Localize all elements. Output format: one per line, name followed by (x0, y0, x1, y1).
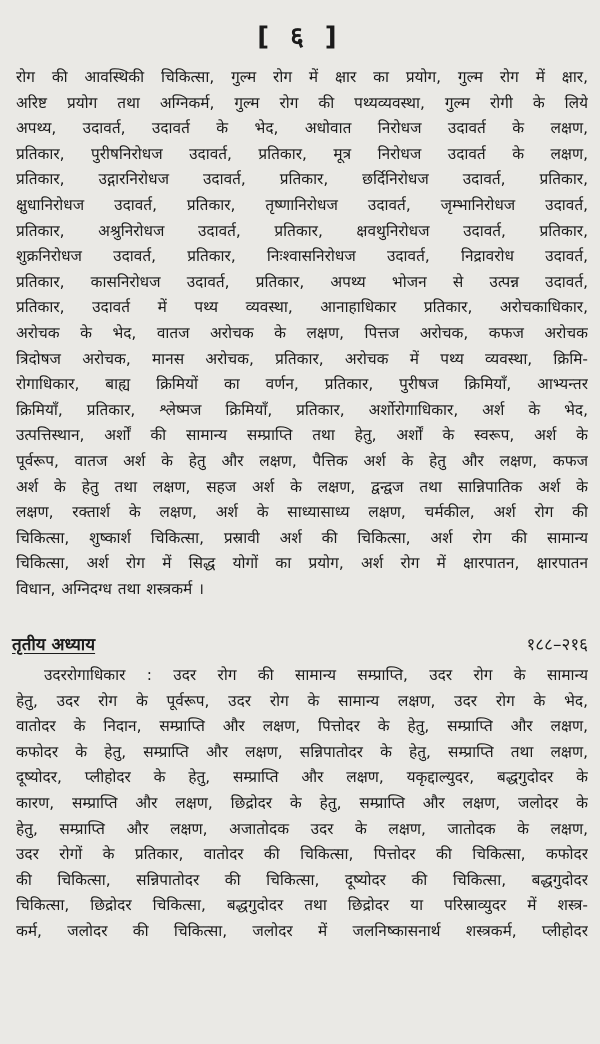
text-line: प्रतिकार, उदावर्त में पथ्य व्यवस्था, आनाहाधिकार प्रतिकार, अरोचकाधिकार, (16, 298, 588, 317)
chapter-title: तृतीय अध्याय (12, 635, 96, 655)
chapter-page-range: १८८–२१६ (526, 635, 588, 655)
text-line: लक्षण, रक्तार्श के लक्षण, अर्श के साध्यासाध्य लक्षण, चर्मकील, अर्श रोग की (16, 503, 588, 522)
text-line: दूष्योदर, प्लीहोदर के हेतु, सम्प्राप्ति और लक्षण, यकृद्दाल्युदर, बद्धगुदोदर के (16, 768, 588, 787)
text-line: चिकित्सा, अर्श रोग में सिद्ध योगों का प्रयोग, अर्श रोग में क्षारपातन, क्षारपातन (16, 554, 588, 573)
text-line: हेतु, सम्प्राप्ति और लक्षण, अजातोदक उदर के लक्षण, जातोदक के लक्षण, (16, 819, 588, 838)
text-line: उदररोगाधिकार : उदर रोग की सामान्य सम्प्राप्ति, उदर रोग के सामान्य (44, 666, 588, 684)
text-line: अरिष्ट प्रयोग तथा अग्निकर्म, गुल्म रोग की पथ्यव्यवस्था, गुल्म रोगी के लिये (16, 93, 588, 112)
text-line: कर्म, जलोदर की चिकित्सा, जलोदर में जलनिष्कासनार्थ शस्त्रकर्म, प्लीहोदर (16, 921, 588, 940)
text-line: कफोदर के हेतु, सम्प्राप्ति और लक्षण, सन्निपातोदर के हेतु, सम्प्राप्ति तथा लक्षण, (16, 742, 588, 761)
text-line: त्रिदोषज अरोचक, मानस अरोचक, प्रतिकार, अरोचक में पथ्य व्यवस्था, क्रिमि- (16, 349, 588, 368)
chapter-paragraph (16, 663, 588, 945)
text-line: प्रतिकार, उद्गारनिरोधज उदावर्त, प्रतिकार, छर्दिनिरोधज उदावर्त, प्रतिकार, (16, 170, 588, 189)
text-line: क्षुधानिरोधज उदावर्त, प्रतिकार, तृष्णानिरोधज उदावर्त, जृम्भानिरोधज उदावर्त, (16, 195, 588, 214)
text-line: रोग की आवस्थिकी चिकित्सा, गुल्म रोग में क्षार का प्रयोग, गुल्म रोग में क्षार, (16, 68, 588, 86)
text-line: चिकित्सा, शुष्कार्श चिकित्सा, प्रस्रावी अर्श की चिकित्सा, अर्श रोग की सामान्य (16, 528, 588, 547)
text-line: उदर रोगों के प्रतिकार, वातोदर की चिकित्सा, पित्तोदर की चिकित्सा, कफोदर (16, 845, 588, 864)
chapter-heading (12, 630, 588, 660)
text-line: विधान, अग्निदग्ध तथा शस्त्रकर्म । (16, 579, 204, 598)
text-line: कारण, सम्प्राप्ति और लक्षण, छिद्रोदर के हेतु, सम्प्राप्ति और लक्षण, जलोदर के (16, 793, 588, 812)
page-number: [ ६ ] (257, 22, 343, 52)
text-line: प्रतिकार, अश्रुनिरोधज उदावर्त, प्रतिकार, क्षवथुनिरोधज उदावर्त, प्रतिकार, (16, 221, 588, 240)
text-line: उत्पत्तिस्थान, अर्शों की सामान्य सम्प्राप्ति तथा हेतु, अर्शों के स्वरूप, अर्श के (16, 426, 588, 445)
text-line: पूर्वरूप, वातज अर्श के हेतु और लक्षण, पैत्तिक अर्श के हेतु और लक्षण, कफज (16, 451, 588, 470)
text-line: प्रतिकार, कासनिरोधज उदावर्त, प्रतिकार, अपथ्य भोजन से उत्पन्न उदावर्त, (16, 272, 588, 291)
text-line: अरोचक के भेद, वातज अरोचक के लक्षण, पित्तज अरोचक, कफज अरोचक (16, 323, 588, 342)
intro-paragraph (16, 65, 588, 602)
text-line: की चिकित्सा, सन्निपातोदर की चिकित्सा, दूष्योदर की चिकित्सा, बद्धगुदोदर (16, 870, 588, 889)
text-line: अर्श के हेतु तथा लक्षण, सहज अर्श के लक्षण, द्वन्द्वज तथा सान्निपातिक अर्श के (16, 477, 588, 496)
text-line: हेतु, उदर रोग के पूर्वरूप, उदर रोग के सामान्य लक्षण, उदर रोग के भेद, (16, 691, 588, 710)
text-line: चिकित्सा, छिद्रोदर चिकित्सा, बद्धगुदोदर तथा छिद्रोदर या परिस्राव्युदर में शस्त्र- (16, 896, 588, 915)
text-line: प्रतिकार, पुरीषनिरोधज उदावर्त, प्रतिकार, मूत्र निरोधज उदावर्त के लक्षण, (16, 144, 588, 163)
text-line: वातोदर के निदान, सम्प्राप्ति और लक्षण, पित्तोदर के हेतु, सम्प्राप्ति और लक्षण, (16, 717, 588, 736)
text-line: रोगाधिकार, बाह्य क्रिमियों का वर्णन, प्रतिकार, पुरीषज क्रिमियाँ, आभ्यन्तर (16, 375, 588, 394)
text-line: अपथ्य, उदावर्त, उदावर्त के भेद, अधोवात निरोधज उदावर्त के लक्षण, (16, 119, 588, 138)
text-line: क्रिमियाँ, प्रतिकार, श्लेष्मज क्रिमियाँ, प्रतिकार, अर्शोरोगाधिकार, अर्श के भेद, (16, 400, 588, 419)
text-line: शुक्रनिरोधज उदावर्त, प्रतिकार, निःश्वासनिरोधज उदावर्त, निद्रावरोध उदावर्त, (16, 247, 588, 266)
